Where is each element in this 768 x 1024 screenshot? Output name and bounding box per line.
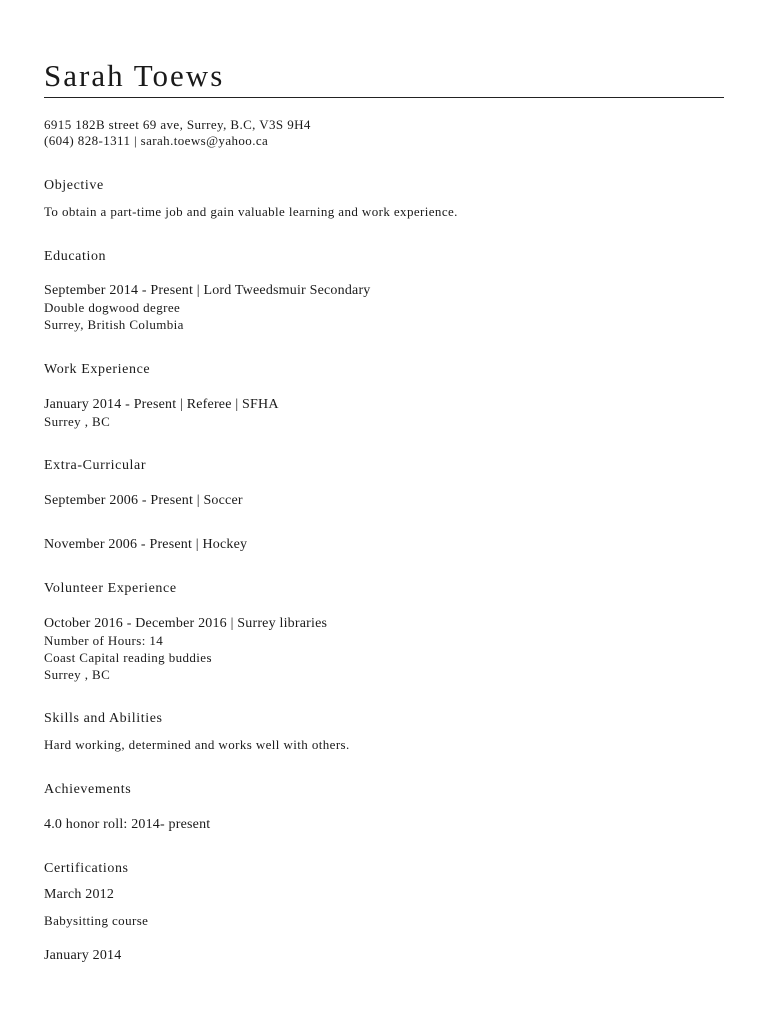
volunteer-heading: Volunteer Experience <box>44 581 177 596</box>
work-location: Surrey , BC <box>44 414 111 429</box>
certification-date: January 2014 <box>44 948 122 963</box>
volunteer-hours: Number of Hours: 14 <box>44 633 164 648</box>
volunteer-location: Surrey , BC <box>44 667 111 682</box>
extra-entry-soccer: September 2006 - Present | Soccer <box>44 493 243 508</box>
contact-address: 6915 182B street 69 ave, Surrey, B.C, V3S 9H4 <box>44 117 311 132</box>
skills-heading: Skills and Abilities <box>44 711 163 726</box>
achievements-heading: Achievements <box>44 782 132 797</box>
achievements-text: 4.0 honor roll: 2014- present <box>44 817 211 832</box>
education-location: Surrey, British Columbia <box>44 317 184 332</box>
contact-phone-email: (604) 828-1311 | sarah.toews@yahoo.ca <box>44 133 269 148</box>
certifications-heading: Certifications <box>44 861 129 876</box>
volunteer-program: Coast Capital reading buddies <box>44 650 212 665</box>
work-heading: Work Experience <box>44 362 151 377</box>
education-heading: Education <box>44 249 107 264</box>
work-entry: January 2014 - Present | Referee | SFHA <box>44 397 279 412</box>
objective-text: To obtain a part-time job and gain valuable learning and work experience. <box>44 204 458 219</box>
header-divider <box>44 97 724 98</box>
extra-heading: Extra-Curricular <box>44 458 147 473</box>
certification-date: March 2012 <box>44 887 115 902</box>
volunteer-entry: October 2016 - December 2016 | Surrey libraries <box>44 616 328 631</box>
education-detail: Double dogwood degree <box>44 300 181 315</box>
certification-name: Babysitting course <box>44 913 149 928</box>
objective-heading: Objective <box>44 178 104 193</box>
extra-entry-hockey: November 2006 - Present | Hockey <box>44 537 248 552</box>
resume-name: Sarah Toews <box>44 58 225 93</box>
skills-text: Hard working, determined and works well with others. <box>44 737 350 752</box>
education-entry: September 2014 - Present | Lord Tweedsmuir Secondary <box>44 283 371 298</box>
